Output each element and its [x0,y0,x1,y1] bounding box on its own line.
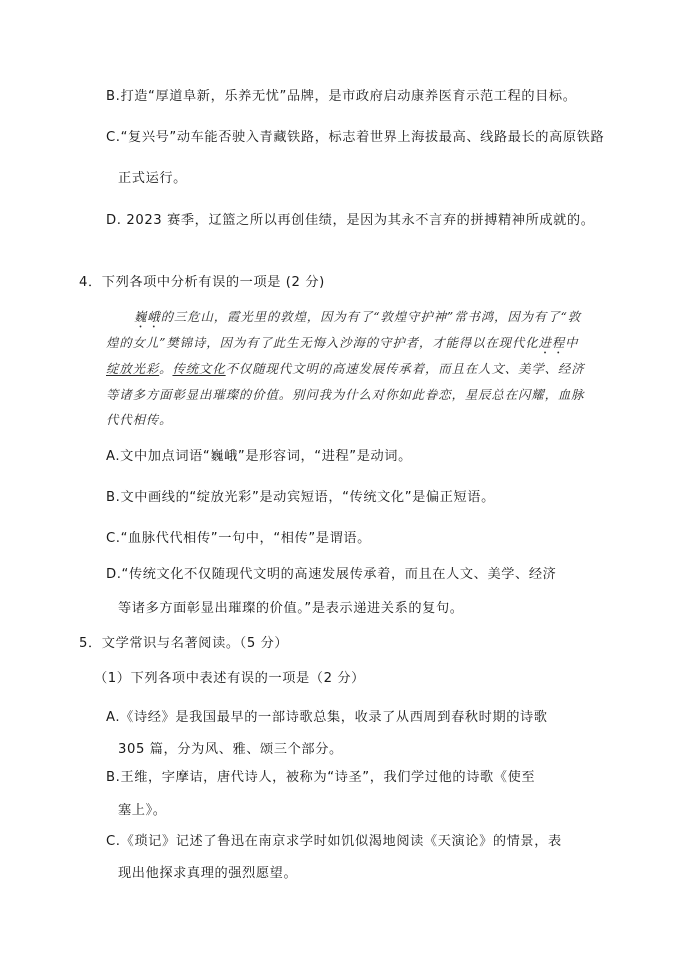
q5-option-c-line1: C.《琐记》记述了鲁迅在南京求学时如饥似渴地阅读《天演论》的情景，表 [106,834,562,849]
underlined-phrase-chuantong: 传统文化 [172,361,226,376]
q4-option-a: A.文中加点词语“巍峨”是形容词，“进程”是动词。 [106,449,412,464]
q3-option-b: B.打造“厚道阜新，乐养无忧”品牌，是市政府启动康养医育示范工程的目标。 [106,89,577,104]
dotted-word-weie: 巍峨 [134,309,161,324]
q3-option-c-line2: 正式运行。 [118,171,187,186]
q4-passage-line2 [106,333,578,357]
passage-text: 中 [565,335,579,350]
q4-option-c: C.“血脉代代相传”一句中，“相传”是谓语。 [106,531,371,546]
q4-passage-line4: 等诸多方面彰显出璀璨的价值。别问我为什么对你如此眷恋，星辰总在闪耀，血脉 [106,387,585,402]
q5-sub1-title: （1）下列各项中表述有误的一项是（2 分） [94,671,365,686]
q4-passage-line5: 代代相传。 [106,412,173,427]
q3-option-c-line1: C.“复兴号”动车能否驶入青藏铁路，标志着世界上海拔最高、线路最长的高原铁路 [106,130,605,145]
q5-option-a-line1: A.《诗经》是我国最早的一部诗歌总集，收录了从西周到春秋时期的诗歌 [106,710,548,725]
passage-text: 煌的女儿”樊锦诗，因为有了此生无悔入沙海的守护者，才能得以在现代化 [106,335,539,350]
q4-option-b: B.文中画线的“绽放光彩”是动宾短语，“传统文化”是偏正短语。 [106,490,495,505]
q4-option-d-line1: D.“传统文化不仅随现代文明的高速发展传承着，而且在人文、美学、经济 [106,567,557,582]
q5-option-b-line1: B.王维，字摩诘，唐代诗人，被称为“诗圣”，我们学过他的诗歌《使至 [106,770,536,785]
passage-text: 的三危山，霞光里的敦煌，因为有了“敦煌守护神”常书鸿，因为有了“敦 [160,309,582,324]
q4-passage-line1 [134,307,581,331]
q5-option-b-line2: 塞上》。 [118,803,167,818]
passage-text: 不仅随现代文明的高速发展传承着，而且在人文、美学、经济 [225,361,585,376]
dotted-word-jincheng: 进程 [538,335,566,350]
q4-title: 4．下列各项中分析有误的一项是 (2 分) [79,275,325,290]
q4-option-d-line2: 等诸多方面彰显出璀璨的价值。”是表示递进关系的复句。 [118,601,464,616]
q4-passage-line3 [106,359,585,379]
q5-option-a-line2: 305 篇，分为风、雅、颂三个部分。 [118,742,343,757]
q5-option-c-line2: 现出他探求真理的强烈愿望。 [118,866,298,881]
underlined-phrase-zhanfang: 绽放光彩 [106,361,160,376]
q5-title: 5．文学常识与名著阅读。（5 分） [79,636,289,651]
passage-text: 。 [159,361,173,376]
q3-option-d: D. 2023 赛季，辽篮之所以再创佳绩，是因为其永不言弃的拼搏精神所成就的。 [106,213,595,228]
